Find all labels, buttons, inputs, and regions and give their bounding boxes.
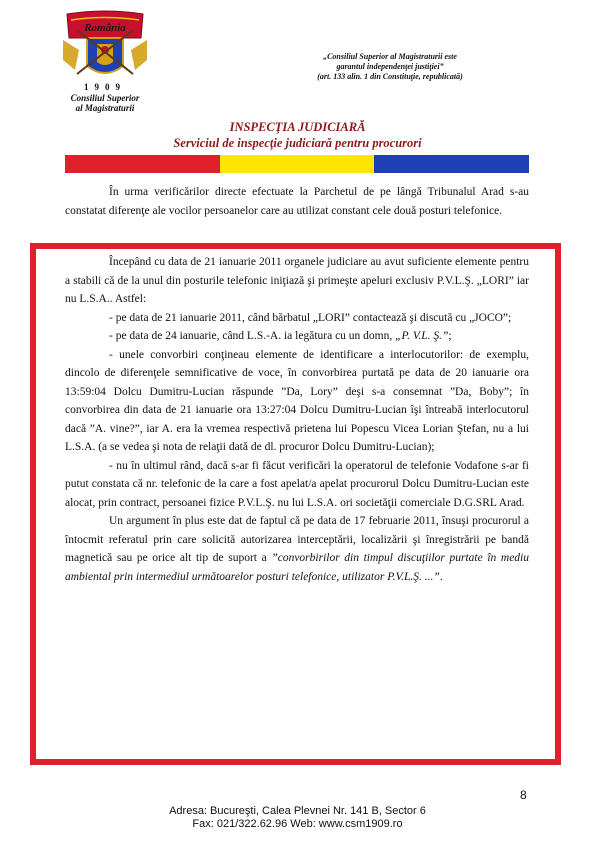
footer-contact: Fax: 021/322.62.96 Web: www.csm1909.ro <box>192 818 403 830</box>
highlighted-content <box>65 253 529 586</box>
logo-institution-line2: al Magistraturii <box>75 103 135 113</box>
paragraph-1: Începând cu data de 21 ianuarie 2011 organele judiciare au avut suficiente elemente pentru a stabili că de la unul din posturile telefonic iniţiază şi primeşte apeluri exclusiv P.V.L.Ş. „LORI” iar nu L.S.A.. Astfel: <box>65 256 529 305</box>
paragraph-4: - unele convorbiri conţineau elemente de identificare a interlocutorilor: de exemplu, dincolo de diferenţele semnificative de voce, în convorbirea purtată pe data de 20 ianuarie ora 13:59:04 Dolcu Dumitru-Lucian răspunde ”Da, Lory” deşi s-a consemnat ”Da, Boby”; în convorbirea din data de 21 ianuarie ora 13:27:04 Dolcu Dumitru-Lucian îşi întreabă interlocutorul dacă ”A. vine?”, iar A. era la vremea respectivă prietena lui Popescu Vicea Lorian Ştefan, nu a lui L.S.A. (a se vedea şi nota de relaţii dată de dl. procuror Dolcu Dumitru-Lucian); <box>65 348 529 453</box>
intro-paragraph <box>65 183 529 220</box>
motto-line-2: garantul independenţei justiţiei” <box>336 62 444 71</box>
flag-stripe-blue <box>374 155 529 173</box>
paragraph-5: - nu în ultimul rând, dacă s-ar fi făcut verificări la operatorul de telefonie Vodafone s-ar fi putut constata că nr. telefonic de la care a fost apelat/a apelat procurorul Dolcu Dumitru-Lucian este alocat, prin contract, persoanei fizice P.V.L.Ş. nu lui L.S.A. ori societăţii comerciale D.G.SRL Arad. <box>65 459 529 509</box>
csm-logo <box>57 10 153 120</box>
constitution-motto <box>275 52 505 82</box>
logo-year: 1909 <box>84 82 126 92</box>
logo-institution-line1: Consiliul Superior <box>70 93 140 103</box>
logo-country-name: România <box>84 22 126 34</box>
flag-stripe-yellow <box>220 155 375 173</box>
document-subtitle: Serviciul de inspecţie judiciară pentru procurori <box>173 136 422 150</box>
paragraph-3 <box>65 327 529 346</box>
paragraph-6-quote: ”convorbirilor din timpul discuţiilor purtate în mediu ambiental prin intermediul următoarelor posturi telefonice, utilizator P.V.L.Ş. ...” <box>65 552 530 583</box>
paragraph-3-end: ; <box>448 330 452 342</box>
page-number: 8 <box>520 788 527 802</box>
footer-address: Adresa: Bucureşti, Calea Plevnei Nr. 141 B, Sector 6 <box>169 805 426 817</box>
tricolor-bar <box>65 155 529 173</box>
flag-stripe-red <box>65 155 220 173</box>
paragraph-3-text: - pe data de 24 ianuarie, când L.S.-A. ia legătura cu un domn, <box>109 330 396 342</box>
logo-institution <box>57 93 153 113</box>
paragraph-6-end: . <box>439 570 443 583</box>
document-title: INSPECŢIA JUDICIARĂ <box>229 120 366 134</box>
paragraph-3-quote: „P. V.L. Ş.” <box>395 330 449 342</box>
motto-line-1: „Consiliul Superior al Magistraturii este <box>323 52 457 61</box>
motto-line-3: (art. 133 alin. 1 din Constituţie, republicată) <box>317 72 463 81</box>
paragraph-2: - pe data de 21 ianuarie 2011, când bărbatul „LORI” contactează şi discută cu „JOCO”; <box>109 311 512 324</box>
paragraph-6 <box>65 512 529 586</box>
intro-text: În urma verificărilor directe efectuate la Parchetul de pe lângă Tribunalul Arad s-au constatat diferenţe ale vocilor persoanelor care au utilizat constant cele două posturi telefonice. <box>65 186 529 217</box>
paragraph-6-text: Un argument în plus este dat de faptul că pe data de 17 februarie 2011, însuşi procurorul a întocmit referatul prin care solicită autorizarea interceptării, localizării şi înregistrării pe bandă magnetică sau pe orice alt tip de suport a <box>65 515 529 564</box>
